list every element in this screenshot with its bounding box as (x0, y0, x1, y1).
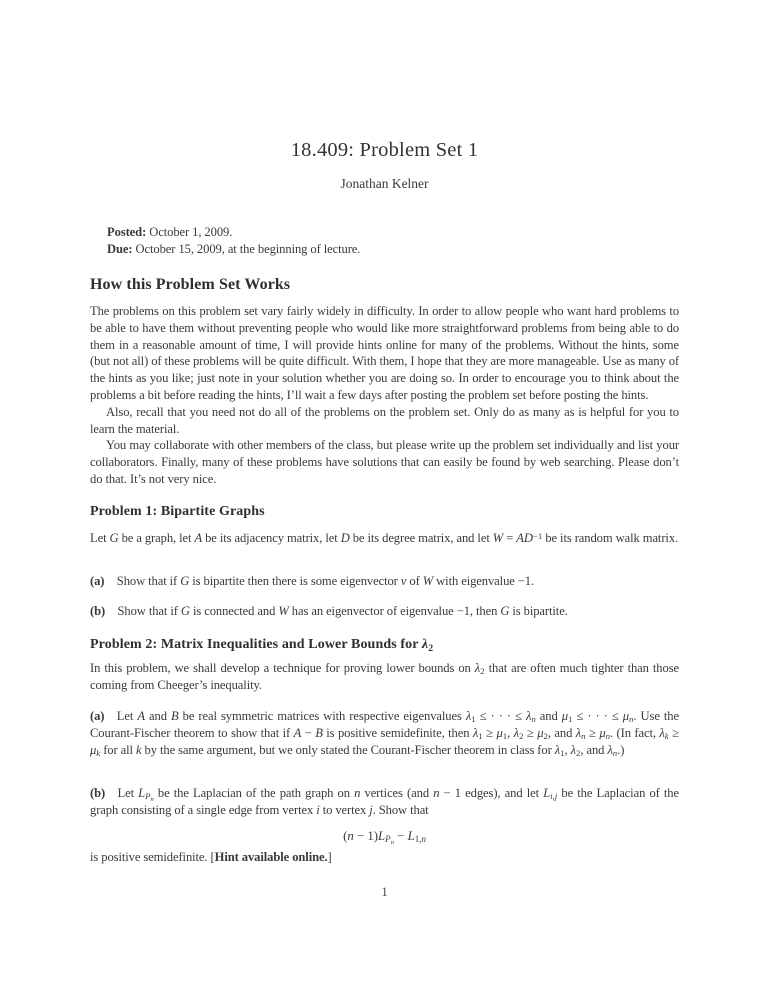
section-heading-how-this-problem-set-works: How this Problem Set Works (90, 276, 291, 293)
problem1-heading: Problem 1: Bipartite Graphs (90, 504, 265, 519)
problem2-item-b: (b) Let $LP_n$ be the Laplacian of the path graph on n vertices (and n − 1 edges), and let Li,j be the Laplacian of the graph consisting of a single edge from vertex i to vertex j. Show that (90, 786, 679, 817)
problem2-heading: Problem 2: Matrix Inequalities and Lower Bounds for λ2 (90, 637, 434, 654)
problem1-intro: Let G be a graph, let A be its adjacency matrix, let D be its degree matrix, and let $W = AD^{-1}$ be its random walk matrix. (90, 530, 679, 545)
problem2-intro: In this problem, we shall develop a technique for proving lower bounds on λ2 that are often much tighter than those coming from Cheeger’s inequality. (90, 661, 679, 692)
document-title: 18.409: Problem Set 1 (290, 139, 479, 161)
problem2-item-a: (a) Let A and B be real symmetric matrices with respective eigenvalues λ1 ≤ · · · ≤ λn and μ1 ≤ · · · ≤ μn. Use the Courant-Fischer theorem to show that if A − B is positive semidefinite, then λ1 ≥ μ1, λ2 ≥ μ2, and λn ≥ μn. (In fact, λk ≥ μk for all k by the same argument, but we only stated the Courant-Fischer theorem in class for λ1, λ2, and λn.) (90, 709, 679, 758)
due-line: Due: October 15, 2009, at the beginning of lecture. (107, 241, 361, 256)
paragraph-need-not-do-all: Also, recall that you need not do all of the problems on the problem set. Only do as many as is helpful for you to learn the material. (90, 404, 679, 436)
intro-paragraphs (90, 303, 679, 488)
posted-due-block (90, 224, 679, 258)
page-number: 1 (381, 885, 388, 899)
display-equation: $(n - 1)LP_n - L1,n$ (343, 829, 426, 846)
paragraph-collaboration-policy: You may collaborate with other members of the class, but please write up the problem set individually and list your collaborators. Finally, many of these problems have solutions that can easily be found by web searching. Please don’t do that. It’s not very nice. (90, 438, 679, 486)
author-name: Jonathan Kelner (340, 176, 429, 191)
paragraph-difficulty-and-hints: The problems on this problem set vary fairly widely in difficulty. In order to allow people who want hard problems to be able to have them without preventing people who would like more straightforward problems from being able to do them in a reasonable amount of time, I will provide hints online for many of the problems. Without the hints, some (but not all) of these problems will be quite difficult. With them, I hope that they are more manageable. Use as many of the hints as you like; just note in your solution whether you are doing so. In order to encourage you to think about the problems a bit before reading the hints, I’ll wait a few days after posting the problem set before posting the hints. (90, 304, 679, 402)
problem1-item-b: (b) Show that if G is connected and W has an eigenvector of eigenvalue −1, then G is bipartite. (90, 604, 568, 618)
posted-line: Posted: October 1, 2009. (107, 225, 233, 239)
problem1-item-a: (a) Show that if G is bipartite then there is some eigenvector v of W with eigenvalue −1. (90, 574, 535, 588)
problem2-closing-line: is positive semidefinite. [Hint available online.] (90, 850, 332, 864)
